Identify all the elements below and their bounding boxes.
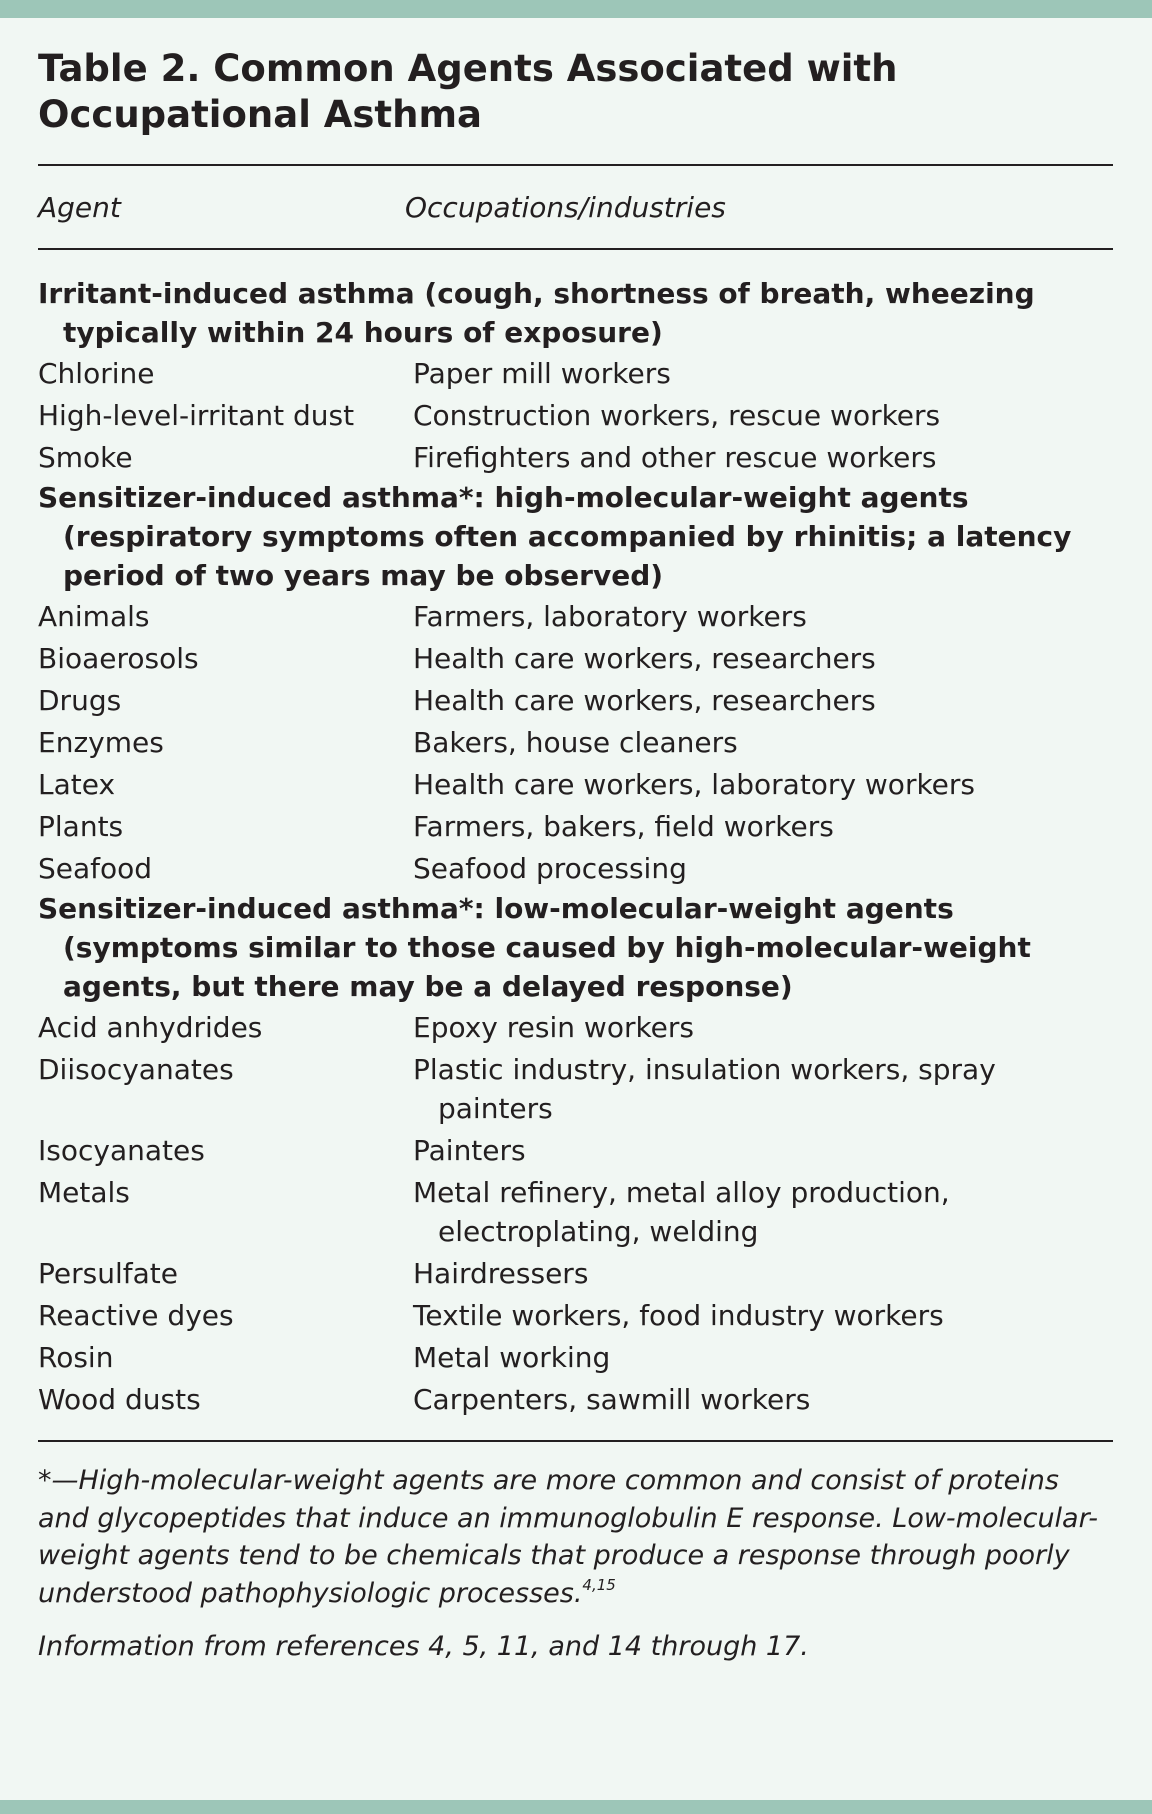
occupations-cell: Farmers, laboratory workers [413,599,807,633]
table-title: Table 2. Common Agents Associated with Occupational Asthma [38,47,898,136]
footnote-text: *—High-molecular-weight agents are more common and consist of proteins and glycopeptides that induce an immunoglobulin E response. Low-molecular-weight agents tend to be chemicals that produce a response through poorly understood pathophysiologic processes. [38,1465,1098,1609]
column-header-occupations: Occupations/industries [405,190,726,224]
table-row [38,436,1113,478]
occupations-cell: Textile workers, food industry workers [413,1298,944,1332]
footnote [38,1462,1113,1612]
table-row [38,721,1113,763]
table-row [38,352,1113,394]
occupations-cell: Seafood processing [413,851,687,885]
agent-cell: Metals [38,1175,130,1209]
occupations-cell: Carpenters, sawmill workers [413,1382,811,1416]
section-heading: Irritant-induced asthma (cough, shortness of breath, wheezing typically within 24 hours of exposure) [38,277,1035,349]
table-row [38,1048,1113,1129]
source-note: Information from references 4, 5, 11, and 14 through 17. [38,1631,809,1662]
agent-cell: Persulfate [38,1256,178,1290]
occupations-cell: Bakers, house cleaners [413,725,738,759]
agent-cell: Plants [38,809,124,843]
agent-cell: Diisocyanates [38,1052,234,1086]
bottom-rule [38,1440,1113,1442]
top-accent-bar [0,0,1152,18]
table-row [38,1129,1113,1171]
table-row [38,679,1113,721]
section-heading: Sensitizer-induced asthma*: high-molecular-weight agents (respiratory symptoms often accompanied by rhinitis; a latency period of two years may be observed) [38,481,1072,592]
occupations-cell: Hairdressers [413,1256,589,1290]
table-row [38,595,1113,637]
occupations-cell: Paper mill workers [413,356,671,390]
occupations-cell: Firefighters and other rescue workers [413,440,937,474]
agent-cell: Enzymes [38,725,164,759]
table-row [38,1252,1113,1294]
table-row [38,1378,1113,1420]
occupations-cell: Farmers, bakers, field workers [413,809,834,843]
column-header-agent: Agent [38,190,121,224]
agent-cell: Acid anhydrides [38,1010,263,1044]
occupations-cell: Health care workers, laboratory workers [413,767,975,801]
occupations-cell: Plastic industry, insulation workers, spray painters [413,1052,996,1125]
footnote-refs: 4,15 [582,1575,616,1594]
agent-cell: Smoke [38,440,133,474]
agent-cell: Bioaerosols [38,641,199,675]
table-row [38,847,1113,889]
table-row [38,394,1113,436]
agent-cell: Latex [38,767,116,801]
agent-cell: Animals [38,599,150,633]
table-body [38,250,1113,1420]
section-heading: Sensitizer-induced asthma*: low-molecular-weight agents (symptoms similar to those caused by high-molecular-weight agents, but there may be a delayed response) [38,892,1031,1003]
agent-cell: High-level-irritant dust [38,398,355,432]
agent-cell: Chlorine [38,356,155,390]
table-row [38,1294,1113,1336]
table-row [38,637,1113,679]
occupations-cell: Health care workers, researchers [413,683,876,717]
agent-cell: Isocyanates [38,1133,205,1167]
occupations-cell: Metal working [413,1340,611,1374]
occupations-cell: Painters [413,1133,526,1167]
column-header-row [38,166,1113,248]
agent-cell: Rosin [38,1340,114,1374]
occupations-cell: Epoxy resin workers [413,1010,694,1044]
table-row [38,805,1113,847]
table-container [38,46,1113,1665]
table-row [38,1336,1113,1378]
agent-cell: Wood dusts [38,1382,201,1416]
occupations-cell: Metal refinery, metal alloy production, electroplating, welding [413,1175,950,1248]
occupations-cell: Health care workers, researchers [413,641,876,675]
table-row [38,763,1113,805]
table-row [38,1006,1113,1048]
table-row [38,1171,1113,1252]
agent-cell: Drugs [38,683,122,717]
occupations-cell: Construction workers, rescue workers [413,398,941,432]
bottom-accent-bar [0,1800,1152,1814]
agent-cell: Seafood [38,851,153,885]
agent-cell: Reactive dyes [38,1298,234,1332]
